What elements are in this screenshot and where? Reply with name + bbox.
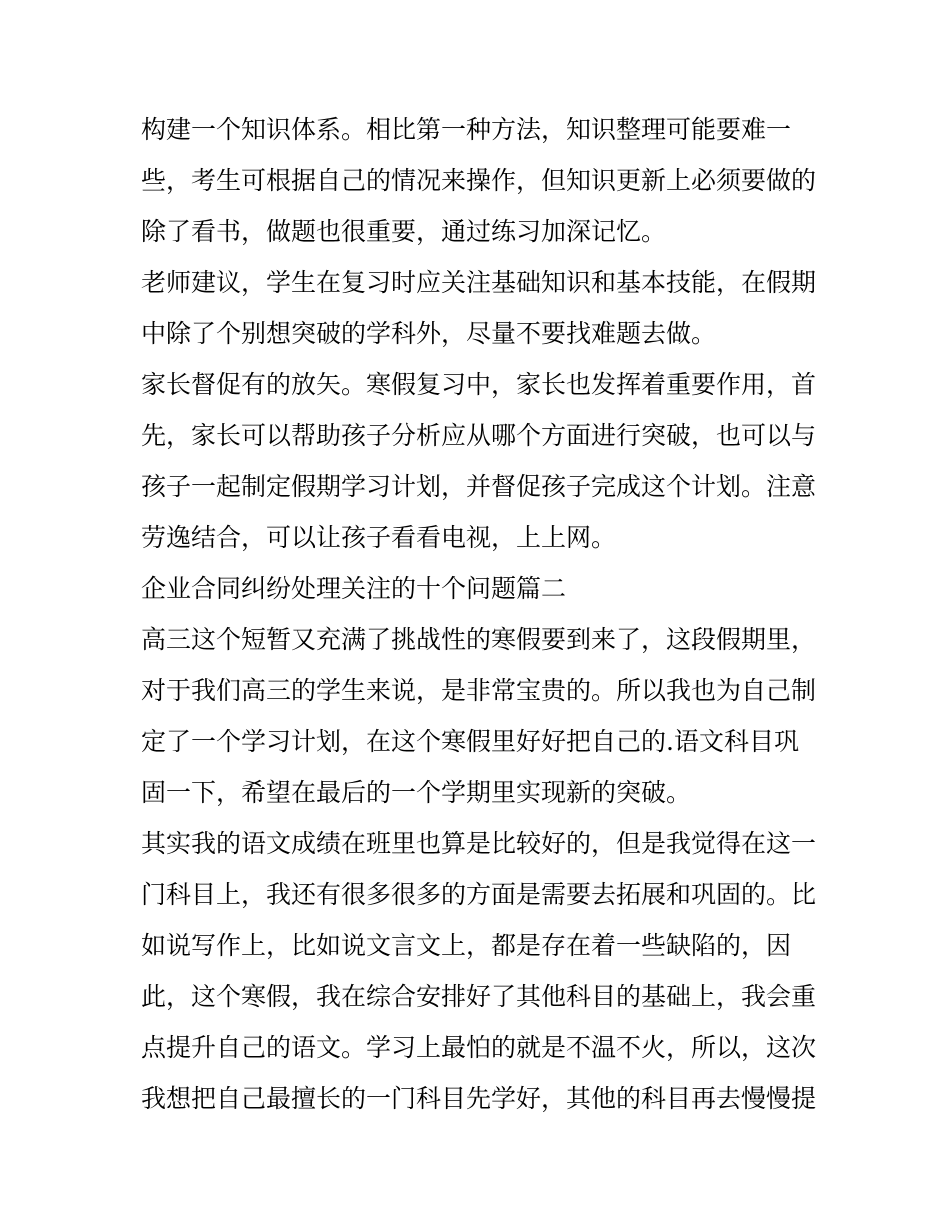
text-line-14: 固一下，希望在最后的一个学期里实现新的突破。 (141, 778, 692, 807)
text-line-11: 高三这个短暂又充满了挑战性的寒假要到来了，这段假期里， (141, 625, 817, 654)
text-line-7: 先，家长可以帮助孩子分析应从哪个方面进行突破，也可以与 (141, 421, 817, 450)
text-line-20: 我想把自己最擅长的一门科目先学好，其他的科目再去慢慢提 (141, 1084, 817, 1113)
section-heading: 企业合同纠纷处理关注的十个问题篇二 (141, 574, 567, 603)
text-line-8: 孩子一起制定假期学习计划，并督促孩子完成这个计划。注意 (141, 472, 817, 501)
body-text (141, 104, 821, 1124)
text-line-16: 门科目上，我还有很多很多的方面是需要去拓展和巩固的。比 (141, 880, 817, 909)
text-line-6: 家长督促有的放矢。寒假复习中，家长也发挥着重要作用，首 (141, 370, 817, 399)
text-line-18: 此，这个寒假，我在综合安排好了其他科目的基础上，我会重 (141, 982, 817, 1011)
text-line-4: 老师建议，学生在复习时应关注基础知识和基本技能，在假期 (141, 268, 817, 297)
text-line-19: 点提升自己的语文。学习上最怕的就是不温不火，所以，这次 (141, 1033, 817, 1062)
text-line-3: 除了看书，做题也很重要，通过练习加深记忆。 (141, 217, 667, 246)
text-line-17: 如说写作上，比如说文言文上，都是存在着一些缺陷的，因 (141, 931, 792, 960)
text-line-12: 对于我们高三的学生来说，是非常宝贵的。所以我也为自己制 (141, 676, 817, 705)
text-line-1: 构建一个知识体系。相比第一种方法，知识整理可能要难一 (141, 115, 792, 144)
text-line-15: 其实我的语文成绩在班里也算是比较好的，但是我觉得在这一 (141, 829, 817, 858)
text-line-5: 中除了个别想突破的学科外，尽量不要找难题去做。 (141, 319, 717, 348)
text-line-2: 些，考生可根据自己的情况来操作，但知识更新上必须要做的 (141, 166, 817, 195)
text-line-9: 劳逸结合，可以让孩子看看电视，上上网。 (141, 523, 617, 552)
text-line-13: 定了一个学习计划，在这个寒假里好好把自己的.语文科目巩 (141, 727, 799, 756)
